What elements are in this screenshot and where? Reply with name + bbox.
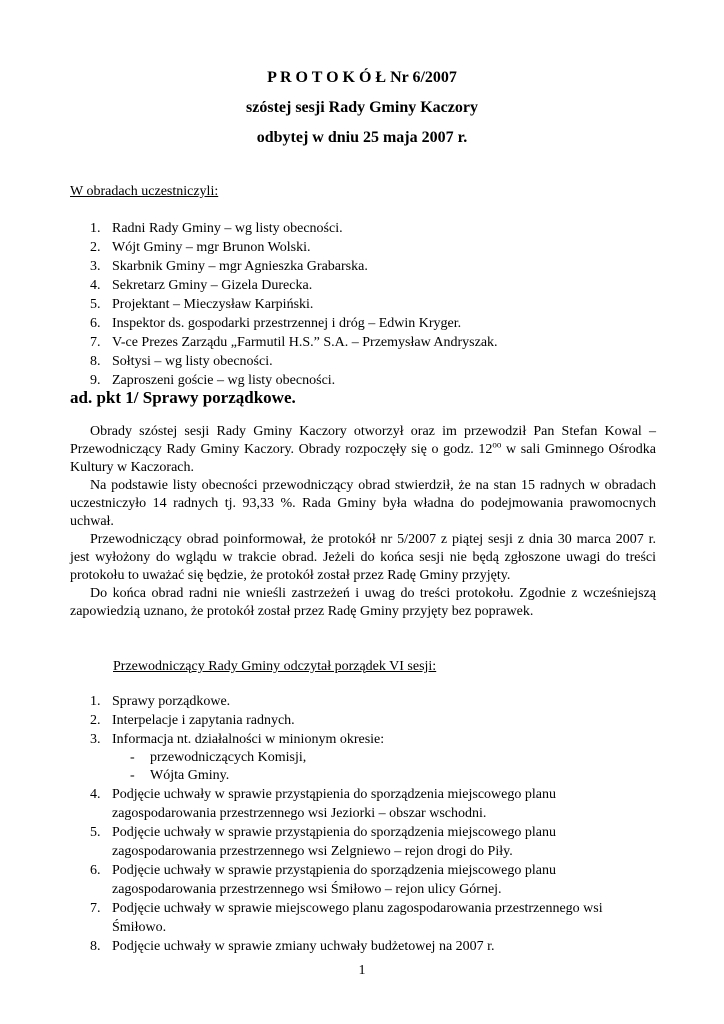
section-body (70, 423, 656, 621)
document-date-line: odbytej w dniu 25 maja 2007 r. (256, 129, 468, 146)
paragraph: Na podstawie listy obecności przewodniczący obrad stwierdził, że na stan 15 radnych w obradach uczestniczyło 14 radnych tj. 93,33 %. Rada Gminy była władna do podejmowania prawomocnych uchwał. (70, 478, 656, 529)
list-item: 5. Podjęcie uchwały w sprawie przystąpienia do sporządzenia miejscowego planu zagospodarowania przestrzennego wsi Zelgniewo – rejon drogi do Piły. (90, 825, 556, 859)
list-item: 8. Sołtysi – wg listy obecności. (90, 354, 273, 369)
list-item: 8. Podjęcie uchwały w sprawie zmiany uchwały budżetowej na 2007 r. (90, 939, 495, 954)
list-item: - przewodniczących Komisji, (130, 750, 307, 765)
list-item: 4. Sekretarz Gminy – Gizela Durecka. (90, 278, 313, 293)
list-item: 4. Podjęcie uchwały w sprawie przystąpienia do sporządzenia miejscowego planu zagospodarowania przestrzennego wsi Jeziorki – obszar wschodni. (90, 787, 556, 821)
document-title: P R O T O K Ó Ł Nr 6/2007 (267, 69, 457, 86)
paragraph: Do końca obrad radni nie wnieśli zastrzeżeń i uwag do treści protokołu. Zgodnie z wcześniejszą zapowiedzią uznano, że protokół został przez Radę Gminy przyjęty bez poprawek. (70, 586, 656, 619)
list-item: 7. Podjęcie uchwały w sprawie miejscowego planu zagospodarowania przestrzennego wsi Śmiłowo. (90, 901, 603, 935)
list-item: 2. Interpelacje i zapytania radnych. (90, 713, 295, 728)
list-item: 6. Inspektor ds. gospodarki przestrzennej i dróg – Edwin Kryger. (90, 316, 462, 331)
list-item: 2. Wójt Gminy – mgr Brunon Wolski. (90, 240, 311, 255)
paragraph: Przewodniczący obrad poinformował, że protokół nr 5/2007 z piątej sesji z dnia 30 marca 2007 r. jest wyłożony do wglądu w trakcie obrad. Jeżeli do końca sesji nie będą zgłoszone uwagi do treści protokołu to uważać się będzie, że protokół został przez Radę Gminy przyjęty. (70, 532, 656, 583)
list-item: 3. Informacja nt. działalności w minionym okresie: - przewodniczących Komisji, - Wójta Gminy. (70, 730, 630, 785)
list-item: 5. Projektant – Mieczysław Karpiński. (90, 297, 314, 312)
page-number: 1 (358, 963, 366, 978)
participants-label: W obradach uczestniczyli: (70, 184, 219, 199)
list-item: 9. Zaproszeni goście – wg listy obecności. (90, 373, 336, 388)
agenda-intro: Przewodniczący Rady Gminy odczytał porządek VI sesji: (113, 659, 437, 674)
document-subtitle: szóstej sesji Rady Gminy Kaczory (246, 99, 478, 116)
section-heading: ad. pkt 1/ Sprawy porządkowe. (70, 388, 296, 407)
list-item: - Wójta Gminy. (130, 768, 230, 783)
list-item: 6. Podjęcie uchwały w sprawie przystąpienia do sporządzenia miejscowego planu zagospodarowania przestrzennego wsi Śmiłowo – rejon ulicy Górnej. (90, 863, 556, 897)
agenda-list (70, 692, 630, 956)
list-item: 3. Skarbnik Gminy – mgr Agnieszka Grabarska. (90, 259, 368, 274)
list-item: 1. Radni Rady Gminy – wg listy obecności. (90, 221, 343, 236)
participants-list (70, 219, 670, 390)
paragraph: Obrady szóstej sesji Rady Gminy Kaczory otworzył oraz im przewodził Pan Stefan Kowal – Przewodniczący Rady Gminy Kaczory. Obrady rozpoczęły się o godz. $12^{oo}$ w sali Gminnego Ośrodka Kultury w Kaczorach. (70, 424, 656, 475)
list-item: 7. V-ce Prezes Zarządu „Farmutil H.S.” S.A. – Przemysław Andryszak. (90, 335, 498, 350)
list-item: 1. Sprawy porządkowe. (90, 694, 231, 709)
agenda-sublist (112, 749, 630, 785)
